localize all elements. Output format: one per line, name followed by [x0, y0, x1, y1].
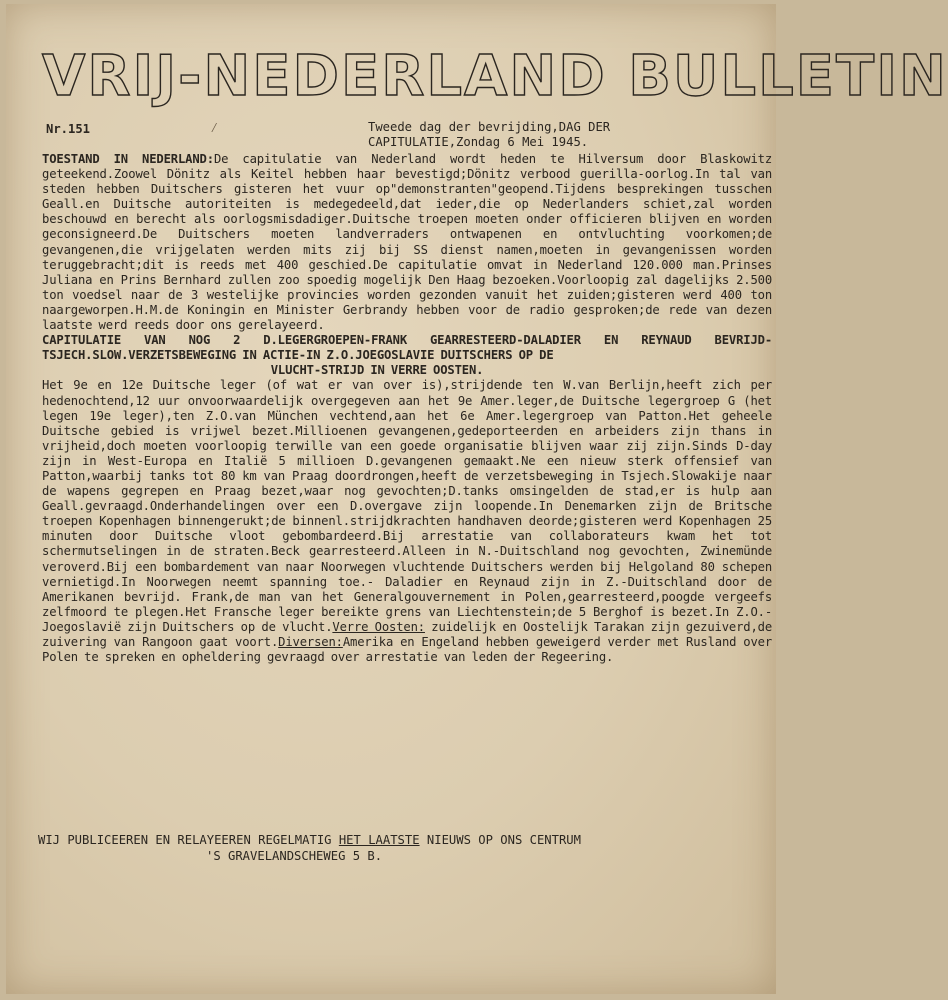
- footer-text: WIJ PUBLICEEREN EN RELAYEEREN REGELMATIG: [38, 833, 339, 847]
- paragraph-text: zuidelijk en Oostelijk Tarakan zijn gezuiverd,de zuivering van Rangoon gaat voort.: [42, 619, 772, 649]
- section-heading-capitulation: CAPITULATIE VAN NOG 2 D.LEGERGROEPEN-FRANK GEARRESTEERD-DALADIER EN REYNAUD BEVRIJD-TSJECH.SLOW.VERZETSBEWEGING IN ACTIE-IN Z.O.JOEGOSLAVIE DUITSCHERS OP DE: [42, 333, 772, 363]
- footer-text: NIEUWS OP ONS CENTRUM: [419, 833, 581, 847]
- ink-mark-icon: ⁄: [210, 120, 219, 136]
- paragraph-netherlands: [42, 152, 772, 333]
- paragraph-capitulation: [42, 378, 772, 665]
- footer-address: 'S GRAVELANDSCHEWEG 5 B.: [206, 849, 383, 863]
- paragraph-text: Het 9e en 12e Duitsche leger (of wat er van over is),strijdende ten W.van Berlijn,heeft zich per hedenochtend,12 uur onvoorwaardelijk overgegeven aan het 9e Amer.leger,de Duitsche legergroep G (het legen 19e leger),ten Z.O.van München vechtend,aan het 6e Amer.legergroep van Patton.Het geheele Duitsche gebied is vrijwel bezet.Millioenen gevangenen,gedeporteerden en arbeiders zijn thans in vrijheid,doch moeten voorloopig terwille van een goede organisatie blijven waar zij zijn.Sinds D-day zijn in West-Europa en Italië 5 millioen D.gevangenen gemaakt.Ne een nieuw sterk offensief van Patton,waarbij tanks tot 80 km van Praag doordrongen,heeft de verzetsbeweging in Tsjech.Slowakije naar de wapens gegrepen en Praag bezet,waar nog gevochten;D.tanks omsingelden de stad,er is hulp aan Geall.gevraagd.Onderhandelingen over een D.overgave zijn loopende.In Denemarken zijn de Britsche troepen Kopenhagen binnengerukt;de binnenl.strijdkrachten handhaven deorde;gisteren werd Kopenhagen 25 minuten door Duitsche vloot gebombardeerd.Bij arrestatie van collaborateurs kwam het tot schermutselingen in de straten.Beck gearresteerd.Alleen in N.-Duitschland nog gevochten, Zwinemünde veroverd.Bij een bombardement van naar Noorwegen vluchtende Duitschers werden bij Helgoland 80 schepen vernietigd.In Noorwegen neemt spanning toe.- Daladier en Reynaud zijn in Z.-Duitschland door de Amerikanen bevrijd. Frank,de man van het Generalgouvernement in Polen,gearresteerd,poogde vergeefs zelfmoord te plegen.Het Fransche leger bereikte grens van Liechtenstein;de 5 Berghof is bezet.In Z.O.-Joegoslavië zijn Duitschers op de vlucht.: [42, 378, 772, 634]
- footer-notice: [38, 832, 758, 864]
- dateline: [368, 120, 610, 150]
- paragraph-text: Amerika en Engeland hebben geweigerd verder met Rusland over Polen te spreken en opheldering gevraagd over arrestatie van leden der Regeering.: [42, 635, 773, 665]
- footer-underlined-text: HET LAATSTE: [338, 833, 420, 847]
- article-body: [42, 152, 772, 665]
- dateline-line-2: CAPITULATIE,Zondag 6 Mei 1945.: [368, 135, 589, 149]
- section-heading-capitulation-cont: VLUCHT-STRIJD IN VERRE OOSTEN.: [270, 363, 484, 378]
- masthead: [42, 42, 948, 112]
- inline-heading-far-east: Verre Oosten:: [332, 619, 425, 634]
- section-heading-netherlands: TOESTAND IN NEDERLAND:: [42, 152, 214, 166]
- document-page: [6, 4, 948, 994]
- inline-heading-misc: Diversen:: [278, 635, 343, 649]
- footer-line-1: [38, 832, 758, 848]
- dateline-line-1: Tweede dag der bevrijding,DAG DER: [368, 120, 611, 134]
- paragraph-text: De capitulatie van Nederland wordt heden te Hilversum door Blaskowitz geteekend.Zoowel Dönitz als Keitel hebben haar bevestigd;Dönitz verbood guerilla-oorlog.In tal van steden hebben Duitschers gisteren het vuur op"demonstranten"geopend.Tijdens besprekingen tusschen Geall.en Duitsche autoriteiten is medegedeeld,dat ieder,die op Nederlanders schiet,zal worden beschouwd en berecht als oorlogsmisdadiger.Duitsche troepen moeten onder officieren blijven en worden geconsigneerd.De Duitschers moeten landverraders ontwapenen en ontvluchting voorkomen;de gevangenen,die vrijgelaten werden mits zij bij SS dienst namen,moeten in gevangenissen worden teruggebracht;dit is reeds met 400 geschied.De capitulatie omvat in Nederland 120.000 man.Prinses Juliana en Prins Bernhard zullen zoo spoedig mogelijk Den Haag bezoeken.Voorloopig zal dagelijks 2.500 ton voedsel naar de 3 westelijke provincies worden gezonden vanuit het zuiden;gisteren werd 400 ton naargeworpen.H.M.de Koningin en Minister Gerbrandy hebben voor de radio gesproken;de rede van dezen laatste werd reeds door ons gerelayeerd.: [42, 152, 773, 333]
- issue-number: Nr.151: [46, 122, 91, 136]
- masthead-title: VRIJ-NEDERLAND BULLETIN: [42, 44, 948, 109]
